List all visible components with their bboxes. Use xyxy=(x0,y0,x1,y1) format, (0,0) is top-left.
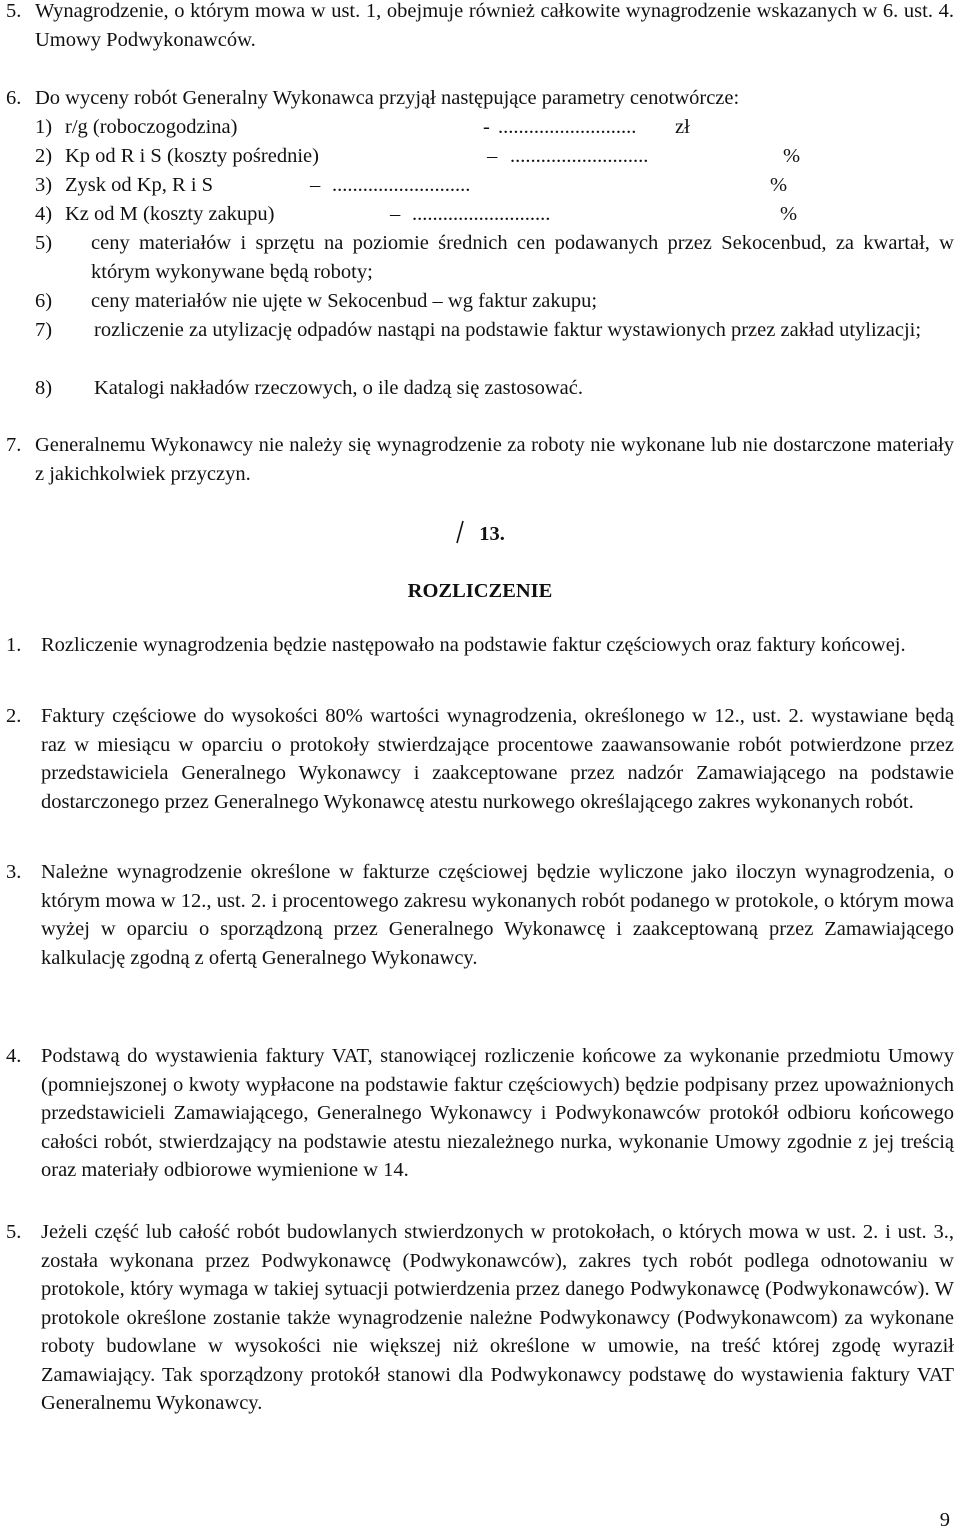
sub-number: 7) xyxy=(35,319,53,341)
param-label: Kz od M (koszty zakupu) xyxy=(65,203,275,225)
sub-text: ceny materiałów i sprzętu na poziomie średnich cen podawanych przez Sekocenbud, za kwartał, w którym wykonywane będą roboty; xyxy=(91,232,954,283)
page-number: 9 xyxy=(939,1509,950,1531)
paragraph-text: Faktury częściowe do wysokości 80% wartości wynagrodzenia, określonego w 12., ust. 2. wystawiane będą raz w miesiącu w oparciu o protokoły stwierdzające procentowe zaawansowanie robót potwierdzone przez przedstawiciela Generalnego Wykonawcy i zaakceptowane przez nadzór Zamawiającego na podstawie dostarczonego przez Generalnego Wykonawcę atestu nurkowego określającego zakres wykonanych robót. xyxy=(41,705,954,813)
paragraph-number: 7. xyxy=(6,434,22,456)
param-row-4 xyxy=(35,200,798,228)
paragraph-text: Należne wynagrodzenie określone w fakturze częściowej będzie wyliczone jako iloczyn wynagrodzenia, o którym mowa w 12., ust. 2. i procentowego zakresu wykonanych robót podanego w protokole, o którym mowa wyżej w oparciu o sporządzoną przez Generalnego Wykonawcę i zaakceptowaną przez Zamawiającego kalkulację zgodną z ofertą Generalnego Wykonawcy. xyxy=(41,861,954,969)
param-number: 3) xyxy=(35,174,53,196)
paragraph-text: Jeżeli część lub całość robót budowlanych stwierdzonych w protokołach, o których mowa w ust. 2. i ust. 3., została wykonana przez Podwykonawcę (Podwykonawców), zakres tych robót podlega odnotowaniu w protokole, który wymaga w takiej sytuacji potwierdzenia przez danego Podwykonawcę (Podwykonawców). W protokole określone zostanie także wynagrodzenie należne Podwykonawcy (Podwykonawcom) za wykonane roboty budowlane w wysokości nie większej niż określone w umowie, na treść której zgodę wyraził Zamawiający. Tak sporządzony protokół stanowi dla Podwykonawcy podstawę do wystawienia faktury VAT Generalnemu Wykonawcy. xyxy=(41,1221,954,1414)
paragraph-6 xyxy=(6,84,954,113)
settlement-paragraph-5 xyxy=(6,1218,954,1418)
sub-text: ceny materiałów nie ujęte w Sekocenbud – wg faktur zakupu; xyxy=(91,290,598,312)
sub-number: 8) xyxy=(35,377,53,399)
paragraph-number: 3. xyxy=(6,861,22,883)
paragraph-text: Rozliczenie wynagrodzenia będzie następowało na podstawie faktur częściowych oraz faktury końcowej. xyxy=(41,634,906,656)
param-row-2 xyxy=(35,142,801,170)
param-unit: % xyxy=(770,174,788,196)
settlement-paragraph-2 xyxy=(6,702,954,816)
sub-number: 6) xyxy=(35,290,53,312)
paragraph-text: Do wyceny robót Generalny Wykonawca przyjął następujące parametry cenotwórcze: xyxy=(35,87,740,109)
paragraph-5-top xyxy=(6,0,954,54)
paragraph-text: Generalnemu Wykonawcy nie należy się wynagrodzenie za roboty nie wykonane lub nie dostarczone materiały z jakichkolwiek przyczyn. xyxy=(35,434,954,485)
section-number-heading xyxy=(0,520,960,548)
param-separator: – xyxy=(487,145,498,167)
sub-item-8-line xyxy=(35,374,954,403)
sub-number: 5) xyxy=(35,232,53,254)
section-title xyxy=(0,577,960,605)
param-separator: – xyxy=(310,174,321,196)
param-unit: zł xyxy=(675,116,690,138)
param-label: Zysk od Kp, R i S xyxy=(65,174,214,196)
sub-item-7 xyxy=(35,316,954,345)
paragraph-number: 6. xyxy=(6,87,22,109)
param-label: Kp od R i S (koszty pośrednie) xyxy=(65,145,319,167)
param-dots: ........................... xyxy=(412,203,551,225)
section-mark xyxy=(455,521,465,543)
param-unit: % xyxy=(780,203,798,225)
section-title-text: ROZLICZENIE xyxy=(407,580,553,602)
paragraph-number: 5. xyxy=(6,0,22,22)
param-label: r/g (roboczogodzina) xyxy=(65,116,238,138)
param-dots: ........................... xyxy=(332,174,471,196)
paragraph-number: 2. xyxy=(6,705,22,727)
paragraph-text: Podstawą do wystawienia faktury VAT, stanowiącej rozliczenie końcowe za wykonanie przedmiotu Umowy (pomniejszonej o kwoty wypłacone na podstawie faktur częściowych) będzie podpisany przez upoważnionych przedstawicieli Zamawiającego, Generalnego Wykonawcy i Podwykonawców protokół odbioru końcowego całości robót, stwierdzający na podstawie atestu niezależnego nurka, wykonanie Umowy zgodnie z jej treścią oraz materiały odbiorowe wymienione w 14. xyxy=(41,1045,954,1181)
sub-text: rozliczenie za utylizację odpadów nastąpi na podstawie faktur wystawionych przez zakład utylizacji; xyxy=(94,319,922,341)
section-number: 13. xyxy=(479,523,505,545)
paragraph-number: 5. xyxy=(6,1221,22,1243)
sub-text: Katalogi nakładów rzeczowych, o ile dadzą się zastosować. xyxy=(94,377,583,399)
sub-item-5 xyxy=(35,229,954,286)
paragraph-7 xyxy=(6,431,954,488)
paragraph-number: 1. xyxy=(6,634,22,656)
param-separator: - xyxy=(483,116,490,138)
settlement-paragraph-1 xyxy=(6,631,954,660)
param-dots: ........................... xyxy=(498,116,637,138)
sub-item-6 xyxy=(35,287,954,316)
param-number: 1) xyxy=(35,116,53,138)
paragraph-number: 4. xyxy=(6,1045,22,1067)
param-number: 2) xyxy=(35,145,53,167)
param-unit: % xyxy=(783,145,801,167)
param-row-3 xyxy=(35,171,788,199)
param-dots: ........................... xyxy=(510,145,649,167)
param-separator: – xyxy=(390,203,401,225)
settlement-paragraph-3 xyxy=(6,858,954,972)
paragraph-text: Wynagrodzenie, o którym mowa w ust. 1, obejmuje również całkowite wynagrodzenie wskazanych w 6. ust. 4. Umowy Podwykonawców. xyxy=(35,0,954,51)
param-row-1 xyxy=(35,113,690,141)
settlement-paragraph-4 xyxy=(6,1042,954,1185)
param-number: 4) xyxy=(35,203,53,225)
